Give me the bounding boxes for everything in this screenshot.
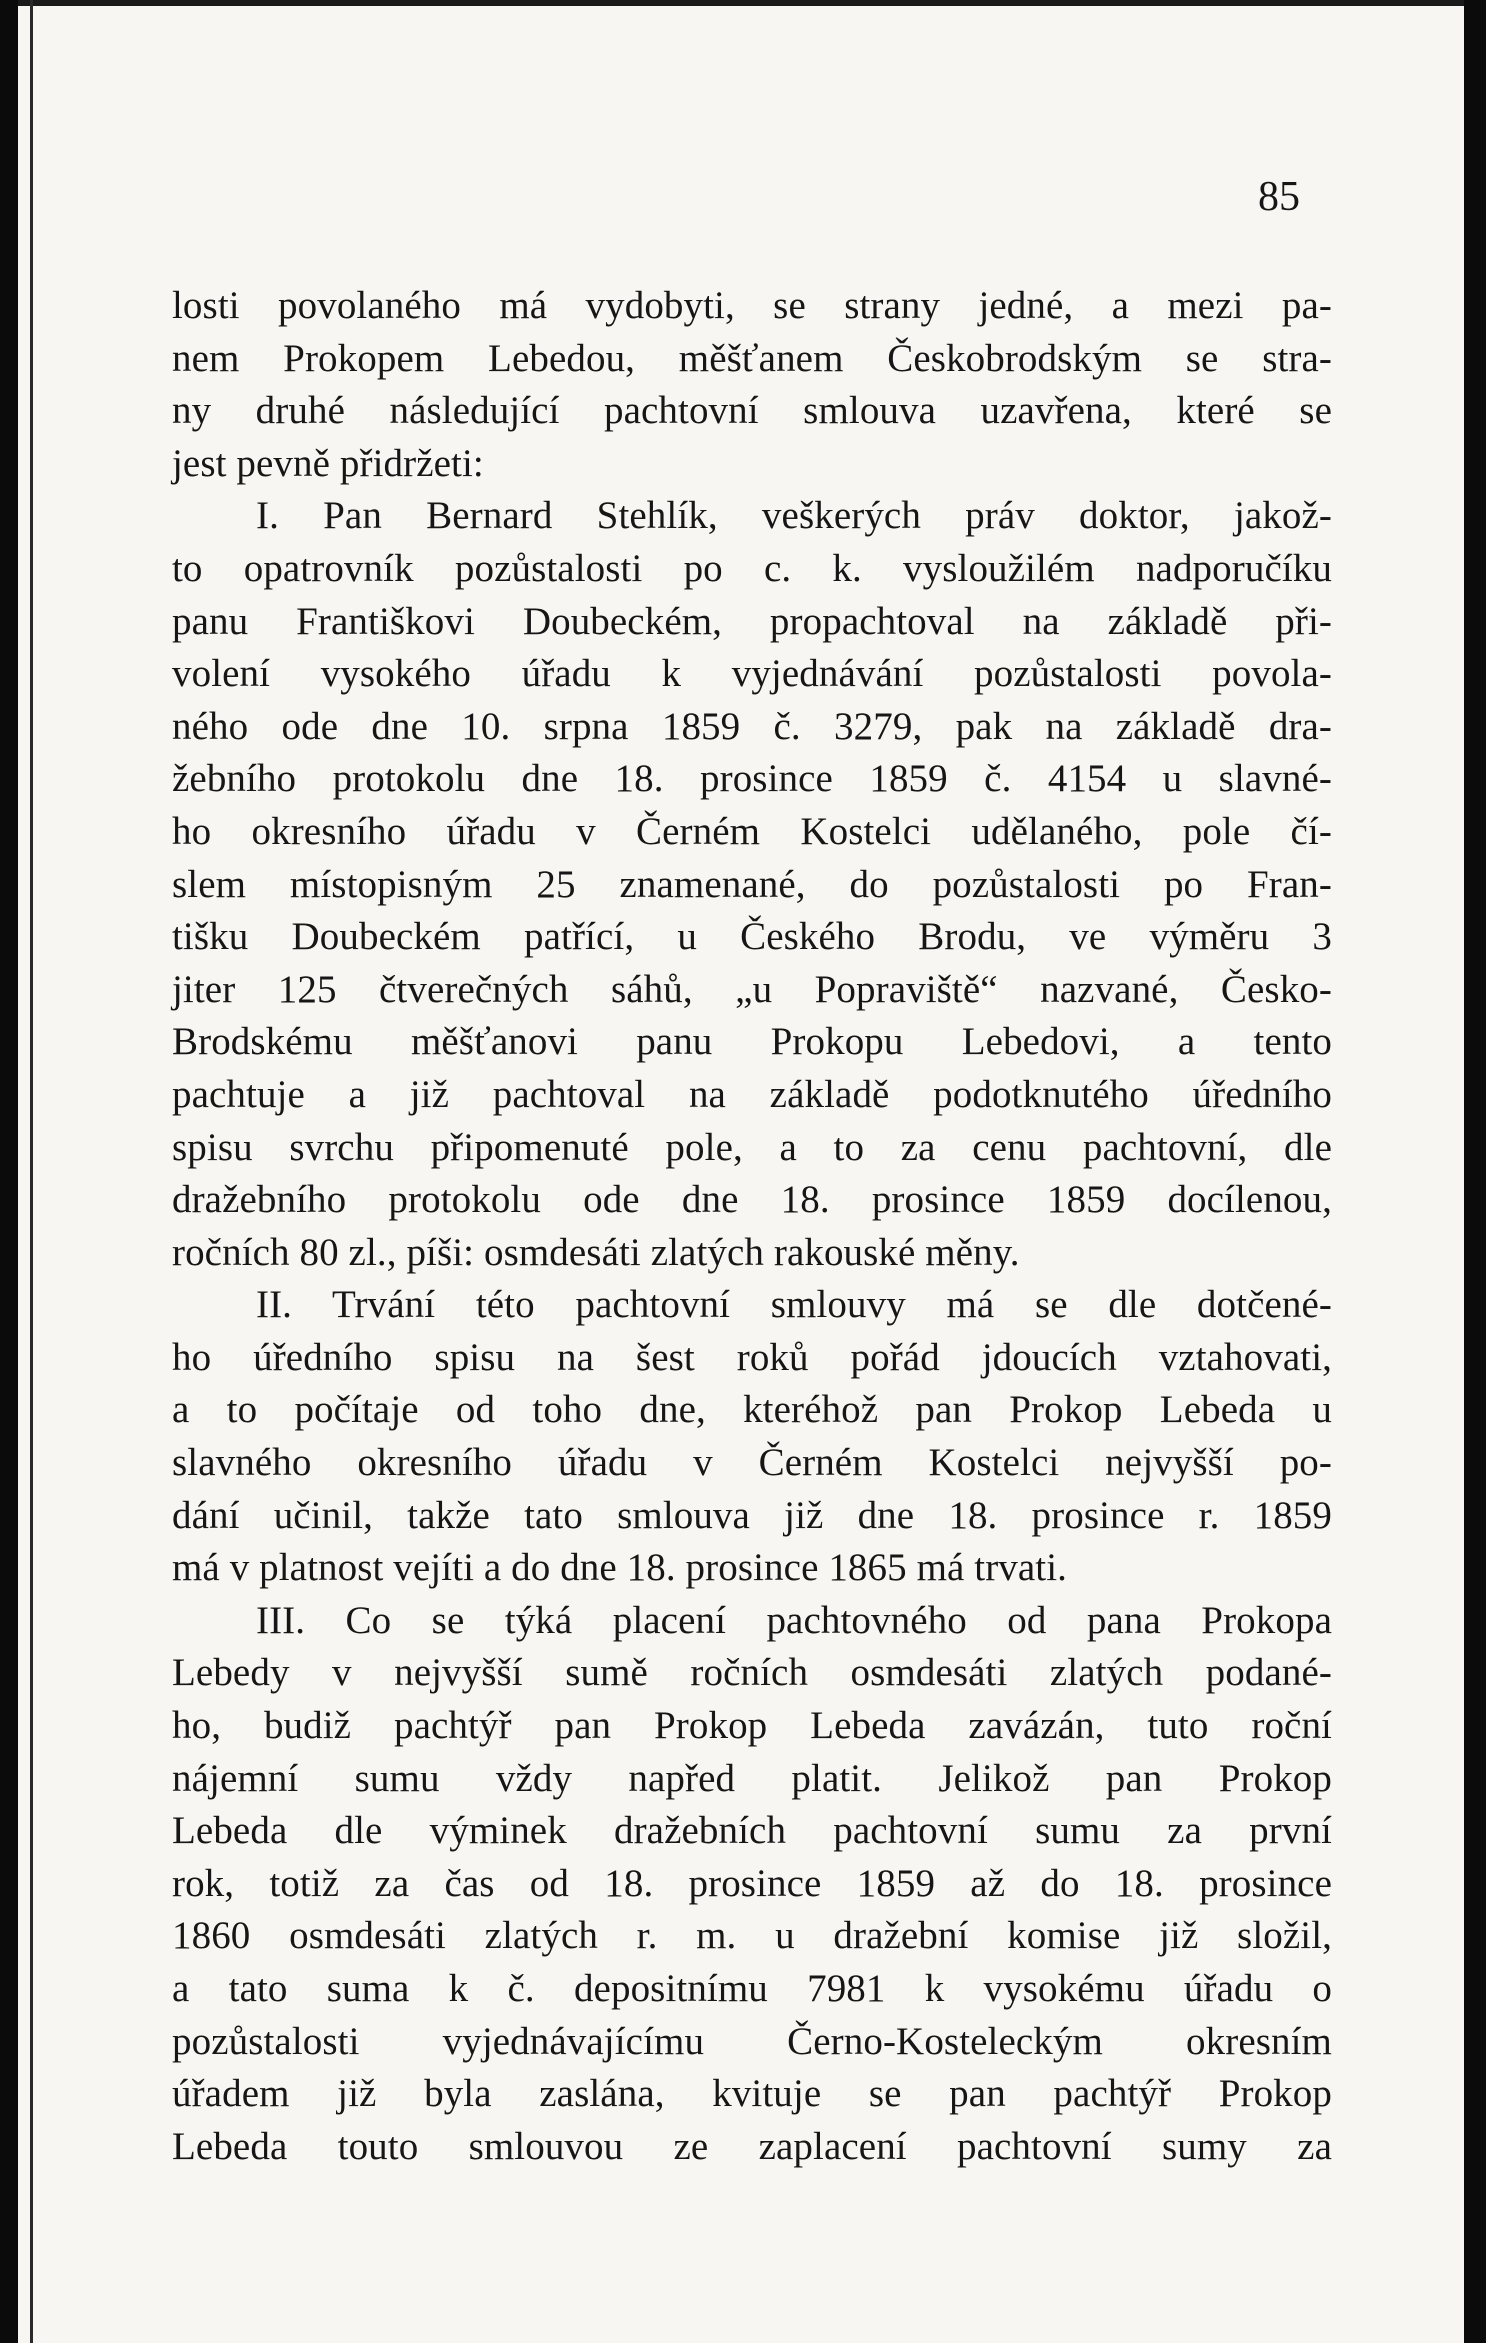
text-line: pachtuje a již pachtoval na základě podotknutého úředního bbox=[172, 1072, 1332, 1116]
text-line: žebního protokolu dne 18. prosince 1859 č. 4154 u slavné- bbox=[172, 757, 1332, 801]
text-line: pozůstalosti vyjednávajícímu Černo-Kosteleckým okresním bbox=[172, 2019, 1332, 2063]
body-text bbox=[172, 280, 1332, 2173]
text-line: slavného okresního úřadu v Černém Kostelci nejvyšší po- bbox=[172, 1441, 1332, 1485]
text-line: Lebeda touto smlouvou ze zaplacení pachtovní sumy za bbox=[172, 2124, 1332, 2168]
text-line: nem Prokopem Lebedou, měšťanem Českobrodským se stra- bbox=[172, 336, 1332, 380]
text-line: to opatrovník pozůstalosti po c. k. vysloužilém nadporučíku bbox=[172, 546, 1332, 590]
text-line: III. Co se týká placení pachtovného od pana Prokopa bbox=[256, 1598, 1332, 1642]
text-line: I. Pan Bernard Stehlík, veškerých práv doktor, jakož- bbox=[256, 494, 1332, 538]
text-line: 1860 osmdesáti zlatých r. m. u dražební komise již složil, bbox=[172, 1914, 1332, 1958]
scan-edge-right bbox=[1464, 0, 1486, 2343]
text-line: spisu svrchu připomenuté pole, a to za cenu pachtovní, dle bbox=[172, 1125, 1332, 1169]
page-number: 85 bbox=[1258, 174, 1300, 220]
text-line: Lebedy v nejvyšší sumě ročních osmdesáti zlatých podané- bbox=[172, 1651, 1332, 1695]
text-line: losti povolaného má vydobyti, se strany jedné, a mezi pa- bbox=[172, 284, 1332, 327]
text-line: ho úředního spisu na šest roků pořád jdoucích vztahovati, bbox=[172, 1335, 1332, 1379]
binding-gutter-line bbox=[30, 0, 33, 2343]
text-line: dražebního protokolu ode dne 18. prosince 1859 docílenou, bbox=[172, 1178, 1332, 1222]
scan-edge-left bbox=[0, 0, 18, 2343]
text-line: úřadem již byla zaslána, kvituje se pan pachtýř Prokop bbox=[172, 2072, 1332, 2116]
text-line: panu Františkovi Doubeckém, propachtoval na základě při- bbox=[172, 599, 1332, 643]
text-line: ného ode dne 10. srpna 1859 č. 3279, pak na základě dra- bbox=[172, 704, 1332, 748]
text-line: dání učinil, takže tato smlouva již dne 18. prosince r. 1859 bbox=[172, 1493, 1332, 1537]
text-line: tišku Doubeckém patřící, u Českého Brodu, ve výměru 3 bbox=[172, 915, 1332, 959]
text-line: a to počítaje od toho dne, kteréhož pan Prokop Lebeda u bbox=[172, 1388, 1332, 1432]
text-line: ho okresního úřadu v Černém Kostelci udělaného, pole čí- bbox=[172, 809, 1332, 853]
text-line: rok, totiž za čas od 18. prosince 1859 až do 18. prosince bbox=[172, 1861, 1332, 1905]
text-line: nájemní sumu vždy napřed platit. Jelikož pan Prokop bbox=[172, 1756, 1332, 1800]
text-line: a tato suma k č. depositnímu 7981 k vysokému úřadu o bbox=[172, 1967, 1332, 2010]
text-line: ny druhé následující pachtovní smlouva uzavřena, které se bbox=[172, 389, 1332, 433]
text-line: ho, budiž pachtýř pan Prokop Lebeda zavázán, tuto roční bbox=[172, 1704, 1332, 1748]
scan-edge-top bbox=[0, 0, 1486, 6]
text-line: volení vysokého úřadu k vyjednávání pozůstalosti povola- bbox=[172, 652, 1332, 696]
text-line: má v platnost vejíti a do dne 18. prosince 1865 má trvati. bbox=[172, 1546, 1068, 1590]
text-line: jiter 125 čtverečných sáhů, „u Popraviště“ nazvané, Česko- bbox=[172, 967, 1332, 1011]
text-line: Brodskému měšťanovi panu Prokopu Lebedovi, a tento bbox=[172, 1020, 1332, 1064]
text-line: jest pevně přidržeti: bbox=[172, 441, 484, 485]
text-line: ročních 80 zl., píši: osmdesáti zlatých rakouské měny. bbox=[172, 1230, 1020, 1274]
text-line: Lebeda dle výminek dražebních pachtovní sumu za první bbox=[172, 1809, 1332, 1853]
text-line: slem místopisným 25 znamenané, do pozůstalosti po Fran- bbox=[172, 862, 1332, 906]
text-line: II. Trvání této pachtovní smlouvy má se dle dotčené- bbox=[256, 1283, 1332, 1327]
